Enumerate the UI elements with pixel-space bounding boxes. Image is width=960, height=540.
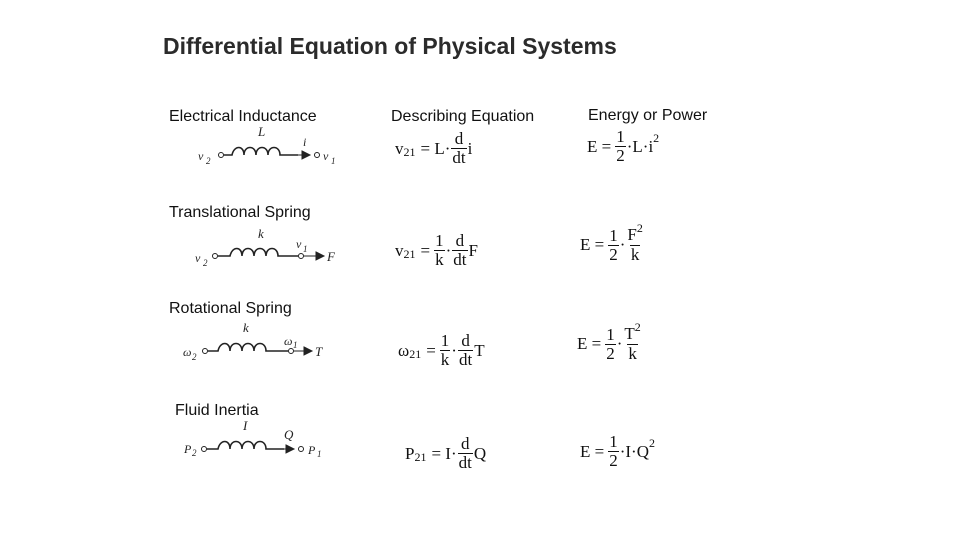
inductor-diagram-electrical	[190, 122, 350, 170]
eq-derivative: $\frac{d}{dt}$	[452, 129, 466, 167]
label-electrical-inductance: Electrical Inductance	[169, 108, 317, 125]
energy-sup: 2	[653, 131, 660, 145]
diagram-across-label: Q	[284, 427, 294, 442]
equation-fluid-inertia: P 21 = I· $\frac{d}{dt}$ Q	[405, 434, 487, 472]
diagram-across-label: i	[303, 135, 307, 149]
terminal-right-icon	[289, 349, 294, 354]
terminal-left-icon	[203, 349, 208, 354]
diagram-left-label: v	[195, 251, 201, 265]
terminal-left-icon	[202, 447, 207, 452]
diagram-top-label: I	[243, 418, 248, 433]
arrow-icon	[284, 445, 294, 453]
diagram-right-label: v	[323, 149, 329, 163]
header-energy-or-power: Energy or Power	[588, 107, 708, 124]
energy-post: ·L·i	[626, 136, 654, 156]
energy-electrical-inductance	[587, 128, 659, 165]
arrow-icon	[298, 151, 310, 159]
diagram-right-label: P	[308, 443, 316, 457]
diagram-left-label: v	[198, 149, 204, 163]
equation-electrical-inductance	[395, 130, 472, 167]
terminal-left-icon	[213, 254, 218, 259]
terminal-right-icon	[315, 153, 320, 158]
diagram-left-label: ω	[183, 345, 192, 359]
eq-pre: = L·	[420, 138, 451, 158]
diagram-right-label: T	[315, 344, 323, 359]
spring-diagram-rotational	[180, 320, 340, 364]
diagram-left-sub: 2	[203, 258, 208, 268]
diagram-left-label: P	[184, 442, 192, 456]
inertance-diagram-fluid	[180, 418, 340, 462]
coil-icon	[207, 442, 284, 450]
eq-post: i	[467, 138, 473, 158]
diagram-across-label: ω	[284, 334, 293, 348]
header-describing-equation: Describing Equation	[391, 108, 535, 125]
energy-translational-spring: E = $\frac{1}{2}$ · $\frac{F^2}{k}$	[580, 221, 643, 264]
energy-fluid-inertia: E = $\frac{1}{2}$ ·I·Q 2	[580, 432, 655, 470]
coil-icon	[224, 148, 298, 156]
equation-rotational-spring: ω 21 = $\frac{1}{k}$ · $\frac{d}{dt}$ T	[398, 331, 485, 369]
diagram-across-label: v	[296, 237, 302, 251]
spring-coil-icon	[208, 344, 288, 352]
diagram-top-label: k	[258, 226, 264, 241]
equation-translational-spring: v 21 = $\frac{1}{k}$ · $\frac{d}{dt}$ F	[395, 231, 478, 269]
diagram-top-label: L	[258, 124, 266, 139]
spring-diagram-translational	[190, 226, 350, 270]
terminal-right-icon	[299, 254, 304, 259]
diagram-left-sub: 2	[192, 352, 197, 362]
eq-lhs-sub: 21	[403, 145, 416, 159]
energy-fraction: $\frac{1}{2}$	[616, 127, 625, 165]
terminal-right-icon	[299, 447, 304, 452]
energy-lhs: E =	[587, 136, 612, 156]
diagram-right-label: F	[327, 249, 335, 264]
diagram-across-sub: 1	[293, 340, 298, 350]
diagram-across-sub: 1	[303, 244, 308, 254]
diagram-right-sub: 1	[317, 449, 322, 459]
label-rotational-spring: Rotational Spring	[169, 300, 292, 317]
energy-rotational-spring: E = $\frac{1}{2}$ · $\frac{T^2}{k}$	[577, 320, 641, 363]
label-translational-spring: Translational Spring	[169, 204, 311, 221]
label-fluid-inertia: Fluid Inertia	[175, 402, 259, 419]
diagram-left-sub: 2	[192, 448, 197, 458]
page-title: Differential Equation of Physical Systems	[163, 33, 617, 59]
diagram-right-sub: 1	[331, 156, 336, 166]
diagram-left-sub: 2	[206, 156, 211, 166]
spring-coil-icon	[218, 249, 298, 257]
diagram-top-label: k	[243, 320, 249, 335]
eq-lhs: v	[395, 138, 404, 158]
terminal-left-icon	[219, 153, 224, 158]
